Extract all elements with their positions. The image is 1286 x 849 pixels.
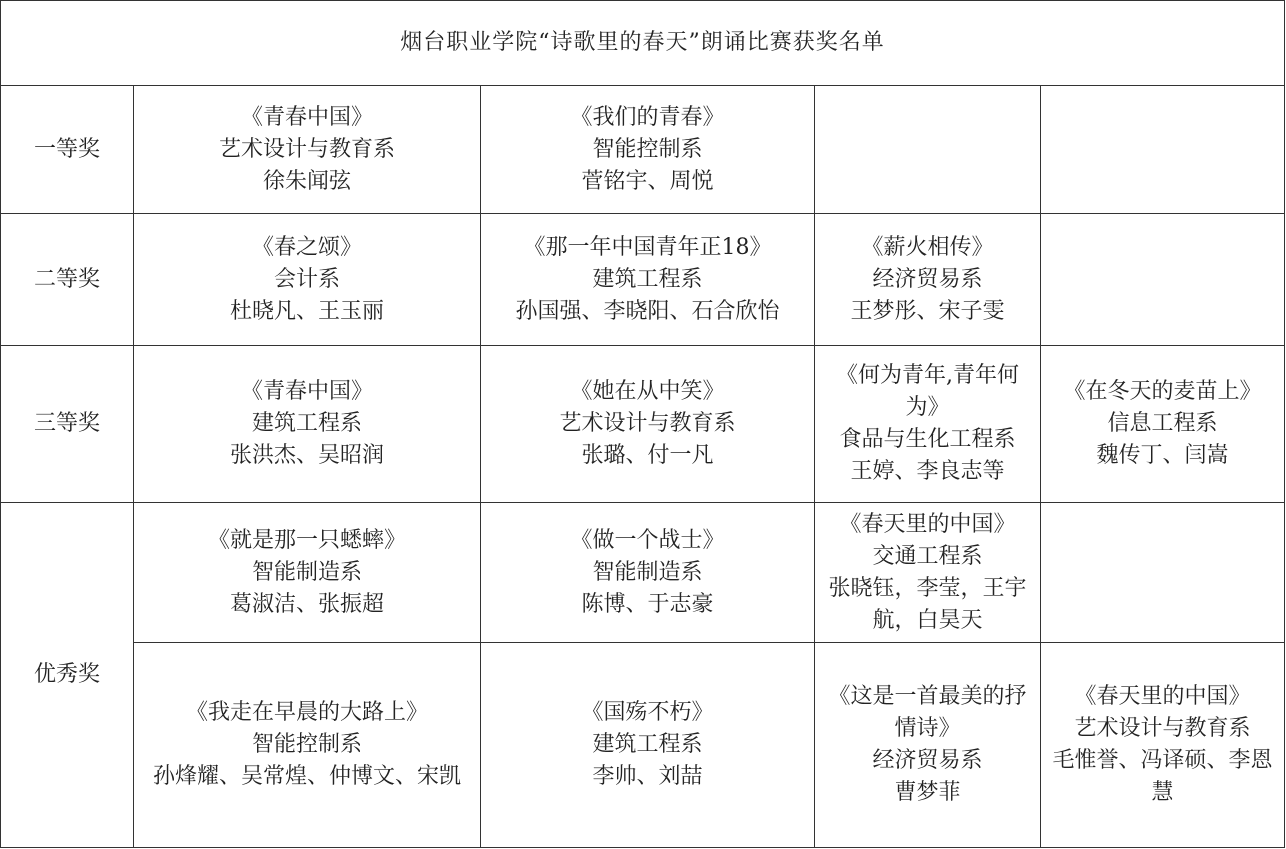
work-title: 《我走在早晨的大路上》 — [185, 700, 428, 725]
entry-cell — [815, 346, 1041, 503]
department: 信息工程系 — [1107, 411, 1218, 436]
performers: 杜晓凡、王玉丽 — [229, 298, 384, 324]
performers: 曹梦菲 — [894, 780, 961, 805]
empty-cell — [1041, 214, 1285, 346]
entry-cell — [815, 214, 1041, 346]
performers: 孙烽耀、吴常煌、仲博文、宋凯 — [152, 764, 461, 789]
performers: 张晓钰，李莹，王宇航，白昊天 — [828, 575, 1027, 633]
award-level-cell: 优秀奖 — [1, 503, 134, 848]
entry-cell — [134, 346, 481, 503]
work-title: 《春天里的中国》 — [1074, 684, 1251, 709]
entry-cell — [481, 346, 815, 503]
performers: 毛惟誉、冯译硕、李恩慧 — [1052, 748, 1273, 805]
performers: 李帅、刘喆 — [592, 764, 703, 789]
award-level-cell: 二等奖 — [1, 214, 134, 346]
entry-cell — [134, 214, 481, 346]
department: 食品与生化工程系 — [839, 427, 1016, 452]
department: 艺术设计与教育系 — [1074, 716, 1251, 741]
table-row — [1, 643, 1285, 848]
award-level-cell: 三等奖 — [1, 346, 134, 503]
performers: 陈博、于志豪 — [581, 591, 714, 617]
work-title: 《春天里的中国》 — [839, 511, 1016, 537]
performers: 徐朱闻弦 — [262, 168, 351, 194]
department: 艺术设计与教育系 — [218, 136, 395, 162]
department: 艺术设计与教育系 — [559, 411, 736, 436]
entry-cell — [815, 643, 1041, 848]
department: 会计系 — [273, 266, 340, 292]
table-row — [1, 86, 1285, 214]
work-title: 《青春中国》 — [240, 104, 373, 130]
entry-cell — [481, 503, 815, 643]
department: 建筑工程系 — [251, 411, 362, 436]
work-title: 《国殇不朽》 — [581, 700, 714, 725]
department: 建筑工程系 — [592, 266, 703, 292]
work-title: 《我们的青春》 — [570, 104, 725, 130]
performers: 张洪杰、吴昭润 — [229, 443, 384, 468]
entry-cell — [481, 214, 815, 346]
entry-cell — [134, 86, 481, 214]
department: 智能制造系 — [251, 559, 362, 585]
work-title: 《在冬天的麦苗上》 — [1063, 379, 1262, 404]
work-title: 《春之颂》 — [251, 234, 362, 260]
performers: 张璐、付一凡 — [581, 443, 714, 468]
performers: 葛淑洁、张振超 — [229, 591, 384, 617]
entry-cell — [481, 643, 815, 848]
department: 建筑工程系 — [592, 732, 703, 757]
performers: 王梦彤、宋子雯 — [850, 298, 1005, 324]
entry-cell — [1041, 346, 1285, 503]
department: 经济贸易系 — [872, 748, 983, 773]
department: 智能控制系 — [592, 136, 703, 162]
table-row — [1, 214, 1285, 346]
entry-cell — [1041, 643, 1285, 848]
entry-cell — [134, 503, 481, 643]
entry-cell — [134, 643, 481, 848]
table-row — [1, 346, 1285, 503]
empty-cell — [1041, 86, 1285, 214]
work-title: 《这是一首最美的抒情诗》 — [828, 684, 1027, 741]
entry-cell — [815, 503, 1041, 643]
performers: 菅铭宇、周悦 — [581, 168, 714, 194]
department: 智能控制系 — [251, 732, 362, 757]
work-title: 《青春中国》 — [240, 379, 373, 404]
work-title: 《做一个战士》 — [570, 527, 725, 553]
table-title: 烟台职业学院“诗歌里的春天”朗诵比赛获奖名单 — [1, 1, 1285, 86]
work-title: 《薪火相传》 — [861, 234, 994, 260]
work-title: 《何为青年,青年何为》 — [836, 363, 1019, 420]
award-level-cell: 一等奖 — [1, 86, 134, 214]
empty-cell — [815, 86, 1041, 214]
work-title: 《就是那一只蟋蟀》 — [207, 527, 406, 553]
performers: 孙国强、李晓阳、石合欣怡 — [515, 298, 780, 324]
work-title: 《她在从中笑》 — [570, 379, 725, 404]
department: 经济贸易系 — [872, 266, 983, 292]
performers: 魏传丁、闫嵩 — [1096, 443, 1229, 468]
department: 智能制造系 — [592, 559, 703, 585]
entry-cell — [481, 86, 815, 214]
empty-cell — [1041, 503, 1285, 643]
work-title: 《那一年中国青年正18》 — [523, 234, 772, 260]
table-row — [1, 503, 1285, 643]
performers: 王婷、李良志等 — [850, 459, 1005, 484]
department: 交通工程系 — [872, 543, 983, 569]
